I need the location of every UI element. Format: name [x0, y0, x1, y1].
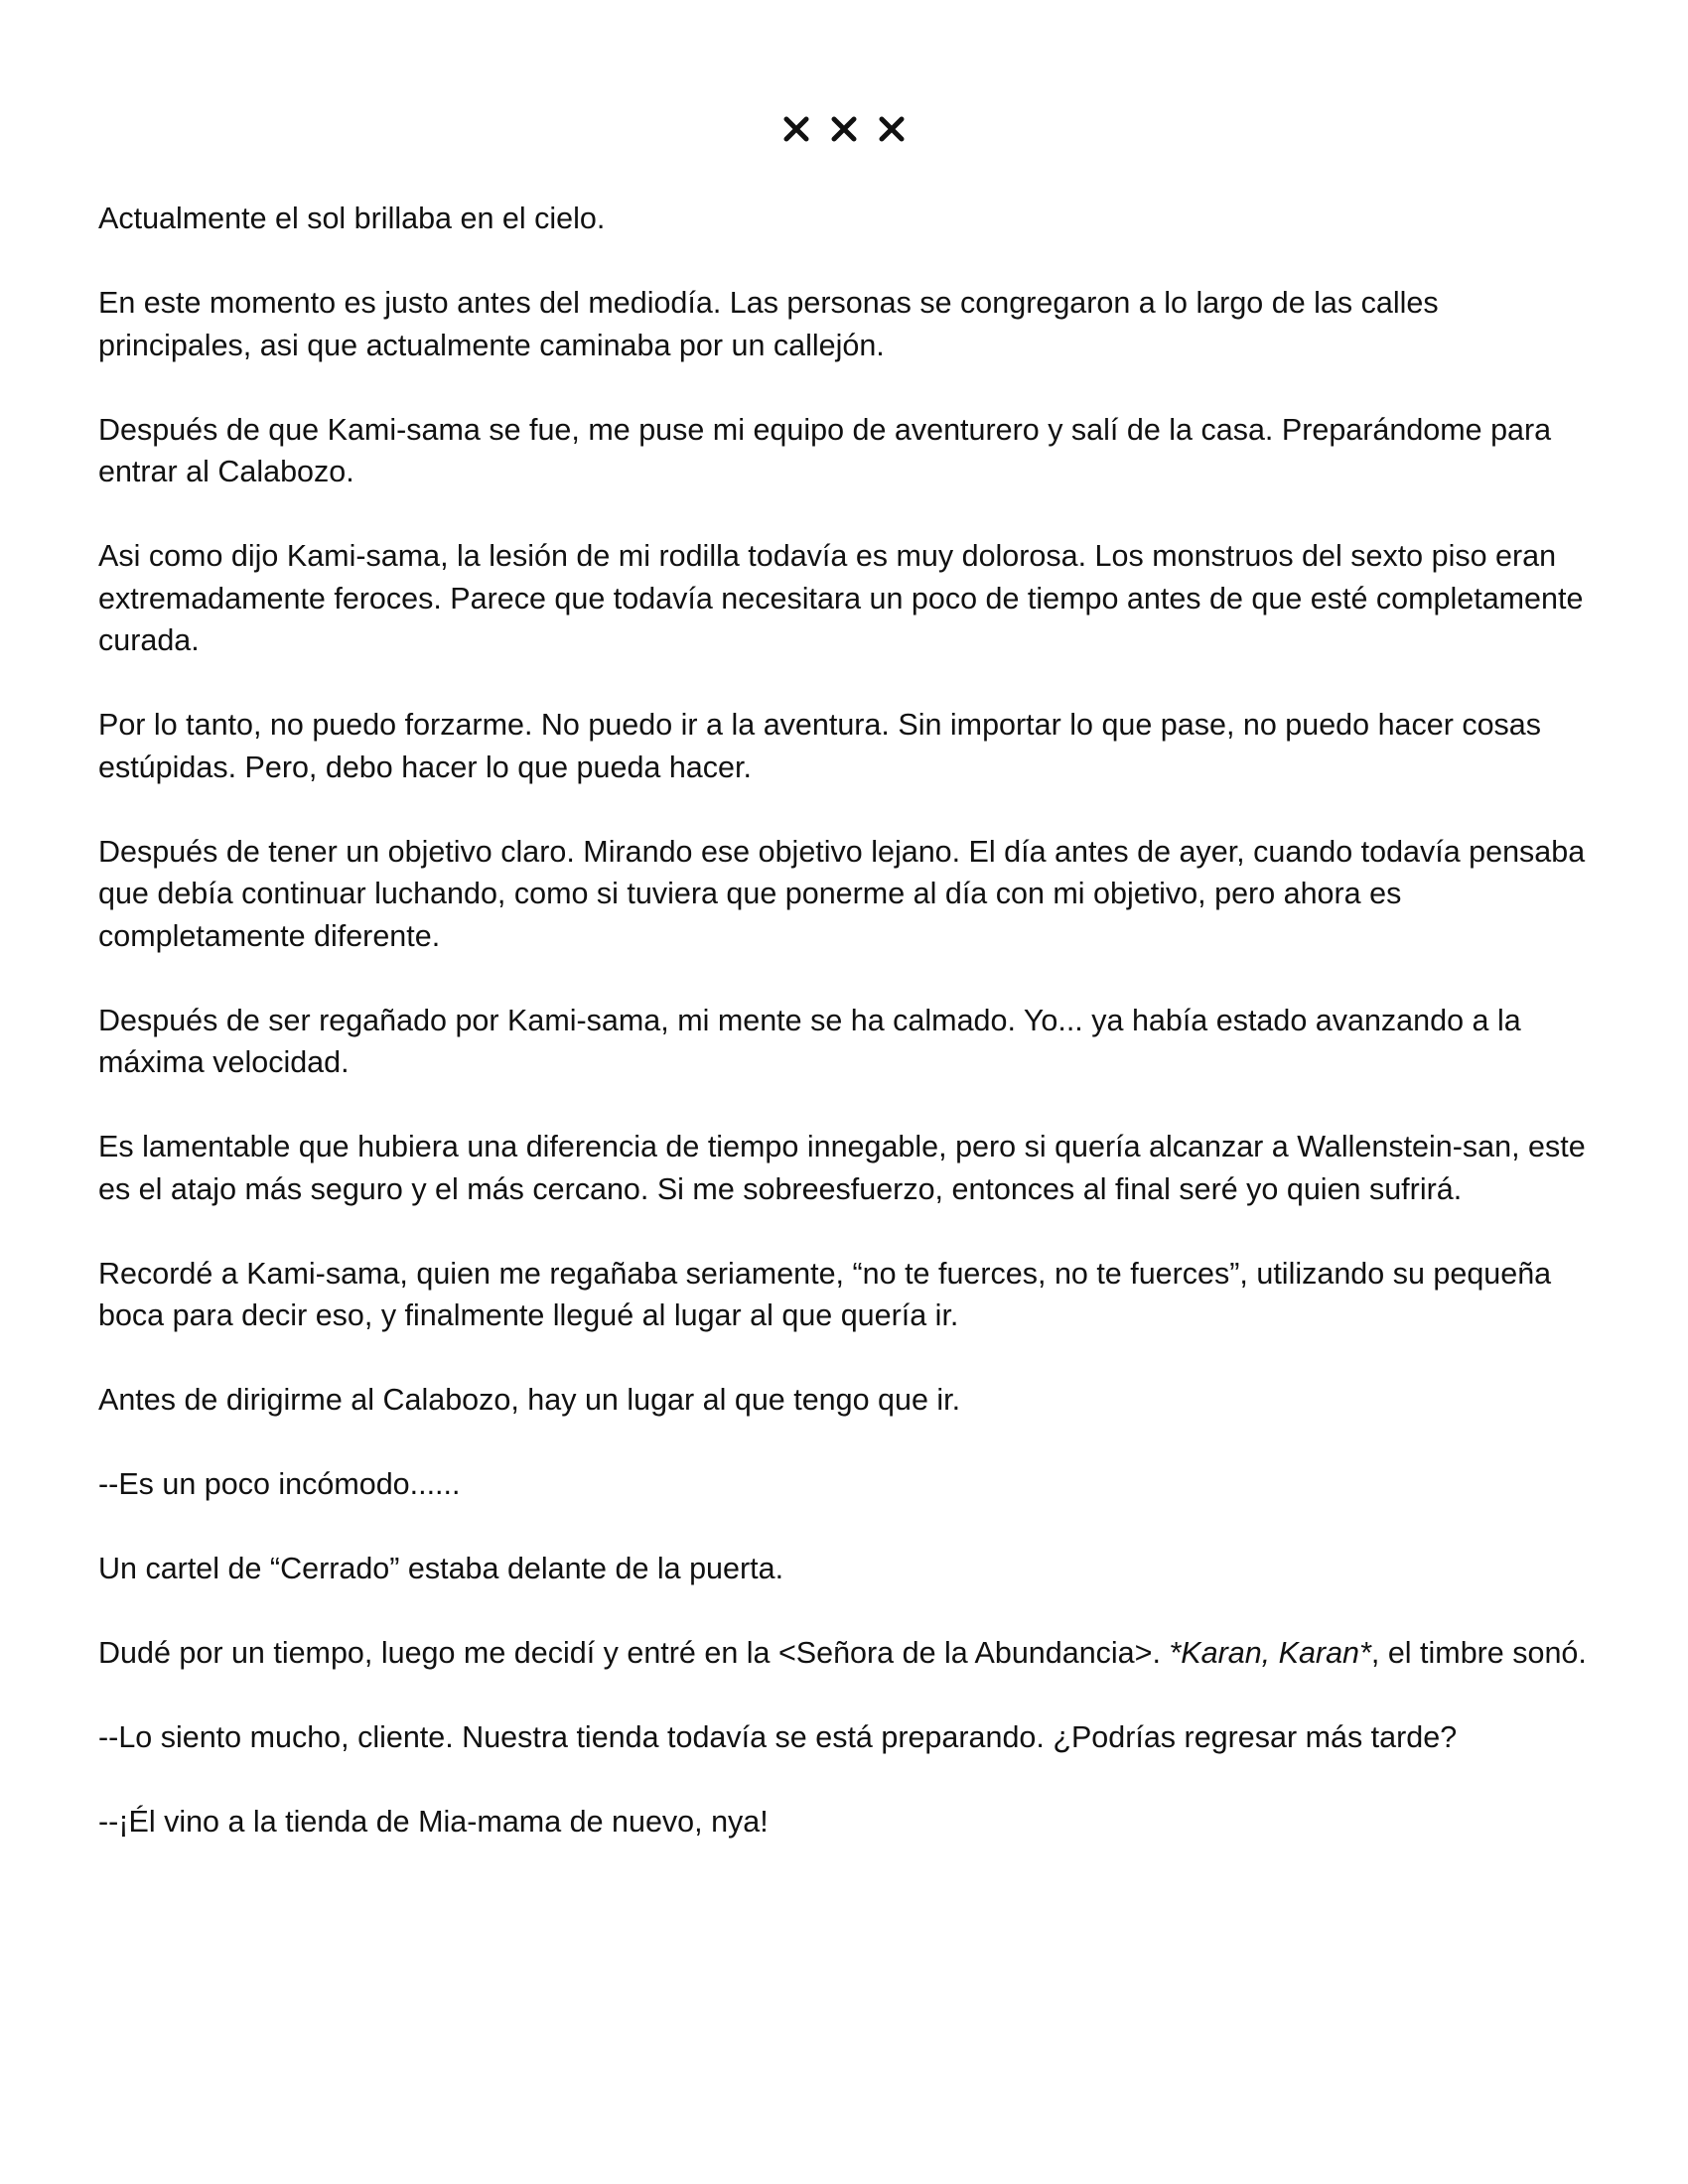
paragraph: Es lamentable que hubiera una diferencia de tiempo innegable, pero si quería alcanzar a Wallenstein-san, este es el atajo más seguro y el más cercano. Si me sobreesfuerzo, entonces al final seré yo quien sufrirá. [98, 1130, 1586, 1206]
bell-text-before: Dudé por un tiempo, luego me decidí y entré en la <Señora de la Abundancia>. [98, 1636, 1170, 1670]
paragraph: --Es un poco incómodo...... [98, 1467, 461, 1501]
bell-text-after: , el timbre sonó. [1370, 1636, 1587, 1670]
paragraph: --Lo siento mucho, cliente. Nuestra tienda todavía se está preparando. ¿Podrías regresar más tarde? [98, 1720, 1458, 1754]
paragraph: Asi como dijo Kami-sama, la lesión de mi rodilla todavía es muy dolorosa. Los monstruos del sexto piso eran extremadamente feroces. Parece que todavía necesitara un poco de tiempo antes de que esté completamente curada. [98, 539, 1584, 657]
paragraph: Recordé a Kami-sama, quien me regañaba seriamente, “no te fuerces, no te fuerces”, utilizando su pequeña boca para decir eso, y finalmente llegué al lugar al que quería ir. [98, 1256, 1552, 1332]
paragraph: Un cartel de “Cerrado” estaba delante de la puerta. [98, 1552, 784, 1585]
paragraph: Actualmente el sol brillaba en el cielo. [98, 202, 606, 235]
paragraph: Antes de dirigirme al Calabozo, hay un lugar al que tengo que ir. [98, 1383, 961, 1417]
paragraph: Después de tener un objetivo claro. Mirando ese objetivo lejano. El día antes de ayer, cuando todavía pensaba que debía continuar luchando, como si tuviera que ponerme al día con mi objetivo, pero ahora es completamente diferente. [98, 834, 1586, 953]
x-mark-icon [781, 114, 811, 144]
paragraph: --¡Él vino a la tienda de Mia-mama de nuevo, nya! [98, 1805, 769, 1839]
paragraph: Después de que Kami-sama se fue, me puse mi equipo de aventurero y salí de la casa. Preparándome para entrar al Calabozo. [98, 412, 1552, 488]
x-mark-icon [829, 114, 859, 144]
scene-separator [0, 99, 1688, 159]
paragraph: Después de ser regañado por Kami-sama, mi mente se ha calmado. Yo... ya había estado avanzando a la máxima velocidad. [98, 1003, 1521, 1079]
paragraph: En este momento es justo antes del mediodía. Las personas se congregaron a lo largo de las calles principales, asi que actualmente caminaba por un callejón. [98, 286, 1439, 362]
bell-sound-italic: *Karan, Karan* [1169, 1636, 1371, 1670]
body-text [98, 198, 1598, 1885]
paragraph: Por lo tanto, no puedo forzarme. No puedo ir a la aventura. Sin importar lo que pase, no puedo hacer cosas estúpidas. Pero, debo hacer lo que pueda hacer. [98, 708, 1542, 784]
x-mark-icon [877, 114, 907, 144]
paragraph-bell [98, 1632, 1598, 1675]
